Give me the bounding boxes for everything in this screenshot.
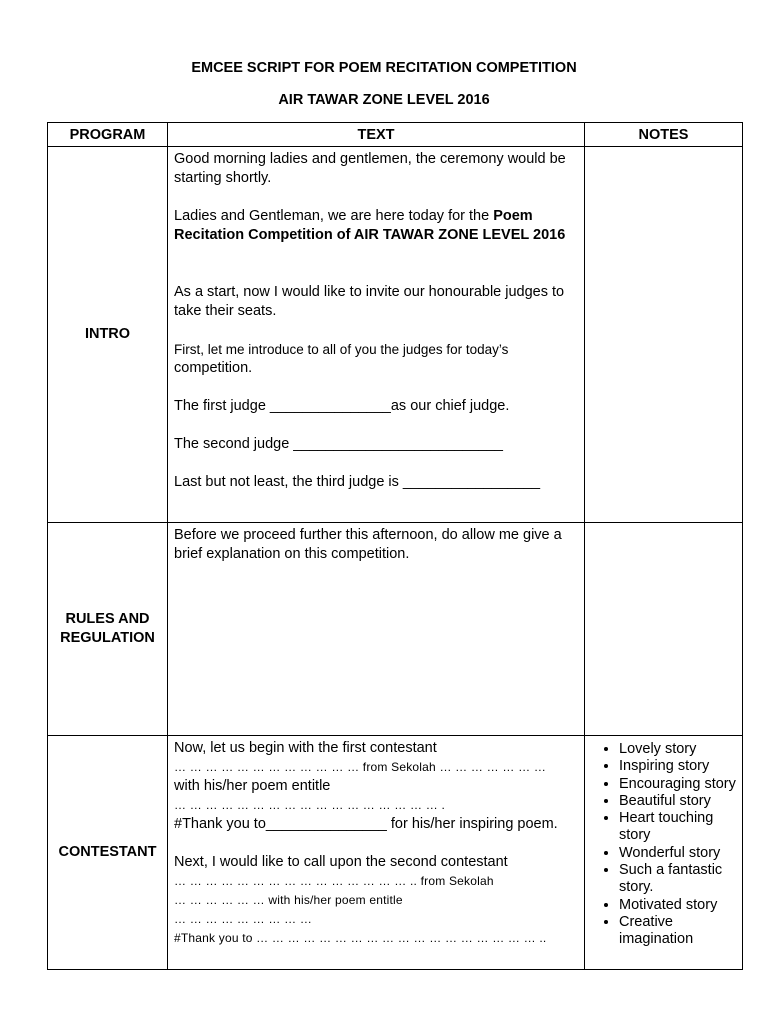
rules-row (48, 523, 743, 736)
contestant-text-cell (168, 736, 585, 970)
note-item: • Creative imagination (619, 914, 742, 949)
event-name: Poem Recitation Competition of AIR TAWAR ZONE LEVEL 2016 (174, 208, 566, 243)
note-item: • Motivated story (619, 897, 742, 914)
intro-paragraph: competition. (174, 360, 253, 376)
intro-paragraph: First, let me introduce to all of you the judges for today’s (174, 342, 509, 357)
rules-notes-cell (585, 523, 743, 736)
intro-paragraph (174, 207, 578, 245)
program-contestant: CONTESTANT (48, 736, 168, 970)
note-item: • Wonderful story (619, 845, 742, 862)
document-title: EMCEE SCRIPT FOR POEM RECITATION COMPETITION (191, 60, 577, 76)
intro-text-cell (168, 147, 585, 523)
contestant-row (48, 736, 743, 970)
note-item: • Encouraging story (619, 776, 742, 793)
document-subtitle: AIR TAWAR ZONE LEVEL 2016 (278, 92, 490, 108)
note-item: • Heart touching story (619, 810, 742, 845)
contestant-line: … … … … … … … … … … … … from Sekolah … … … … … … … (174, 760, 547, 774)
intro-plain-text: Ladies and Gentleman, we are here today for the (174, 208, 494, 224)
header-text: TEXT (168, 123, 585, 147)
intro-row (48, 147, 743, 523)
contestant-notes-cell (585, 736, 743, 970)
contestant-line: #Thank you to … … … … … … … … … … … … … … … … … … .. (174, 931, 547, 945)
rules-text-cell (168, 523, 585, 736)
header-notes: NOTES (585, 123, 743, 147)
header-row (48, 123, 743, 147)
intro-paragraph: As a start, now I would like to invite our honourable judges to take their seats. (174, 284, 565, 319)
note-item: • Lovely story (619, 741, 742, 758)
note-item: • Such a fantastic story. (619, 862, 742, 897)
judge-line: Last but not least, the third judge is _________________ (174, 474, 541, 490)
intro-paragraph: Good morning ladies and gentlemen, the ceremony would be starting shortly. (174, 151, 566, 186)
contestant-line: #Thank you to_______________ for his/her inspiring poem. (174, 816, 558, 832)
contestant-line: with his/her poem entitle (174, 778, 331, 794)
contestant-line: Now, let us begin with the first contestant (174, 740, 437, 756)
program-rules-line: RULES AND (65, 611, 150, 627)
note-item: • Inspiring story (619, 758, 742, 775)
contestant-line: Next, I would like to call upon the second contestant (174, 854, 508, 870)
program-rules-line: REGULATION (60, 630, 155, 646)
program-rules (48, 523, 168, 736)
judge-line: The second judge __________________________ (174, 436, 503, 452)
contestant-line: … … … … … … … … … … … … … … … … … . (174, 798, 446, 812)
contestant-line: … … … … … … … … … … … … … … … .. from Sekolah (174, 874, 494, 888)
contestant-line: … … … … … … … … … (174, 912, 313, 926)
note-item: • Beautiful story (619, 793, 742, 810)
judge-line: The first judge _______________as our chief judge. (174, 398, 510, 414)
rules-paragraph: Before we proceed further this afternoon, do allow me give a brief explanation on this competition. (174, 527, 562, 562)
header-program: PROGRAM (48, 123, 168, 147)
intro-notes-cell (585, 147, 743, 523)
contestant-line: … … … … … … with his/her poem entitle (174, 893, 403, 907)
notes-list (585, 741, 742, 949)
program-intro: INTRO (48, 147, 168, 523)
script-table (47, 122, 743, 970)
